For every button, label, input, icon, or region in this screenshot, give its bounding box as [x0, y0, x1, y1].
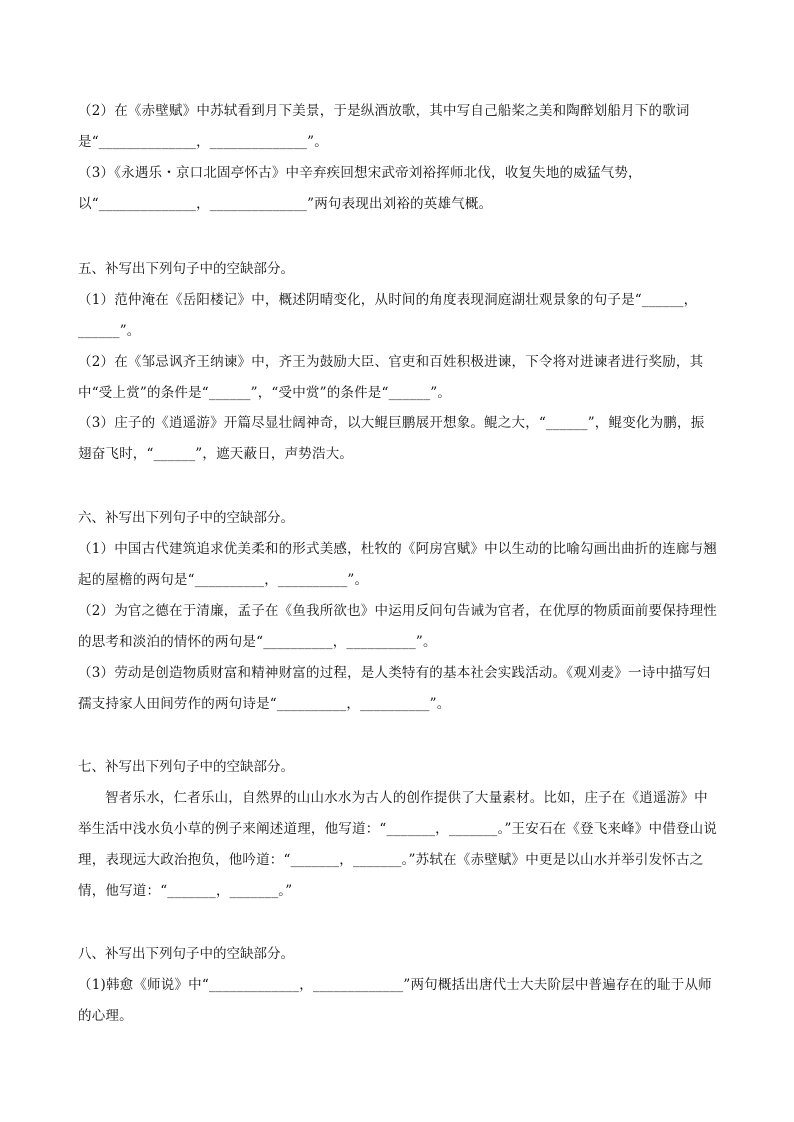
section-6-heading: 六、补写出下列句子中的空缺部分。 [78, 510, 294, 526]
section-5-heading: 五、补写出下列句子中的空缺部分。 [78, 261, 294, 277]
q5-item-3: （3）庄子的《逍遥游》开篇尽显壮阔神奇，以大鲲巨鹏展开想象。鲲之大，“______”，鲲变化为鹏，振翅奋飞时，“______”，遮天蔽日，声势浩大。 [78, 415, 705, 462]
q8-item-1: （1)韩愈《师说》中“_____________，_____________”两句概括出唐代士大夫阶层中普遍存在的耻于从师的心理。 [78, 977, 712, 1024]
q5-item-1: （1）范仲淹在《岳阳楼记》中，概述阴晴变化，从时间的角度表现洞庭湖壮观景象的句子是“______，______”。 [78, 292, 698, 339]
q5-item-2: （2）在《邹忌讽齐王纳谏》中，齐王为鼓励大臣、官吏和百姓积极进谏，下令将对进谏者进行奖励，其中“受上赏”的条件是“______”，“受中赏”的条件是“______”。 [78, 354, 704, 401]
q7-body: 智者乐水，仁者乐山，自然界的山山水水为古人的创作提供了大量素材。比如，庄子在《逍遥游》中举生活中浅水负小草的例子来阐述道理，他写道：“_______，_______。”王安石在《登飞来峰》中借登山说理，表现远大政治抱负，他吟道：“_______，_______。”苏轼在《赤壁赋》中更是以山水并举引发怀古之情，他写道：“_______，_______。” [78, 790, 718, 899]
q4-item-2: （2）在《赤壁赋》中苏轼看到月下美景，于是纵酒放歌，其中写自己船桨之美和陶醉划船月下的歌词是“______________，______________”。 [78, 103, 690, 150]
q6-item-2: （2）为官之德在于清廉，孟子在《鱼我所欲也》中运用反问句告诫为官者，在优厚的物质面前要保持理性的思考和淡泊的情怀的两句是“__________，__________”。 [78, 603, 717, 650]
section-7-heading: 七、补写出下列句子中的空缺部分。 [78, 759, 294, 775]
q6-item-1: （1）中国古代建筑追求优美柔和的形式美感，杜牧的《阿房宫赋》中以生动的比喻勾画出曲折的连廊与翘起的屋檐的两句是“__________，__________”。 [78, 541, 717, 588]
section-8-heading: 八、补写出下列句子中的空缺部分。 [78, 946, 294, 962]
q6-item-3: （3）劳动是创造物质财富和精神财富的过程，是人类特有的基本社会实践活动。《观刈麦》一诗中描写妇孺支持家人田间劳作的两句诗是“__________，__________”。 [78, 665, 711, 712]
q4-item-3: （3）《永遇乐・京口北固亭怀古》中辛弃疾回想宋武帝刘裕挥师北伐，收复失地的威猛气势，以“______________，______________”两句表现出刘裕的英雄气概。 [78, 165, 642, 212]
